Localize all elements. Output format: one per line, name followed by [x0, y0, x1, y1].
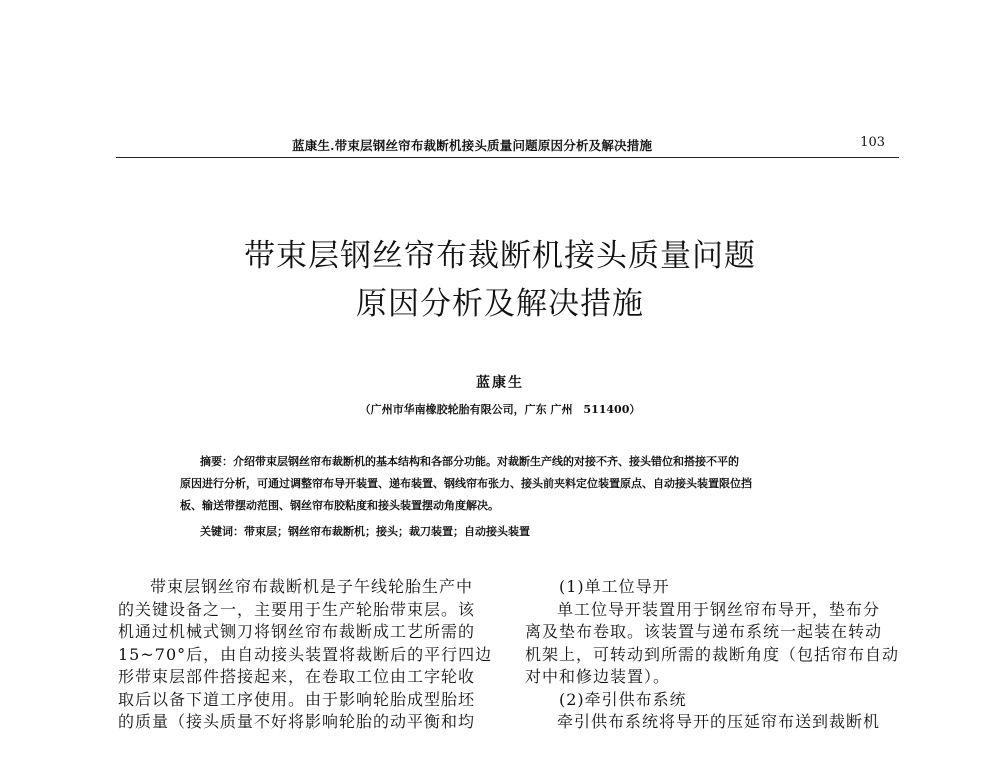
abstract-line-1: 摘要：介绍带束层钢丝帘布裁断机的基本结构和各部分功能。对裁断生产线的对接不齐、接头错位和搭接不平的 — [200, 455, 739, 468]
running-header — [116, 133, 899, 158]
section-heading: (2)牵引供布系统 — [559, 689, 687, 709]
keywords: 关键词：带束层；钢丝帘布裁断机；接头；裁刀装置；自动接头装置 — [200, 525, 530, 538]
author-name: 蓝康生 — [476, 375, 524, 391]
body-right-column — [525, 576, 905, 734]
abstract-line-2: 原因进行分析，可通过调整帘布导开装置、递布装置、钢线帘布张力、接头前夹料定位装置原点、自动接头装置限位挡 — [180, 477, 752, 490]
page-number: 103 — [860, 135, 885, 150]
section-heading: (1)单工位导开 — [559, 577, 670, 596]
abstract-line-3: 板、输送带摆动范围、钢丝帘布胶粘度和接头装置摆动角度解决。 — [180, 499, 499, 512]
body-line: 的质量（接头质量不好将影响轮胎的动平衡和均 — [118, 712, 476, 731]
body-line: 离及垫布卷取。该装置与递布系统一起装在转动 — [525, 622, 883, 641]
body-line: 机通过机械式铡刀将钢丝帘布裁断成工艺所需的 — [118, 622, 476, 641]
article-title-line1: 带束层钢丝帘布裁断机接头质量问题 — [244, 238, 756, 274]
body-line: 牵引供布系统将导开的压延帘布送到裁断机 — [557, 712, 881, 731]
body-line: 形带束层部件搭接起来，在卷取工位由工字轮收 — [118, 667, 476, 686]
body-left-column — [118, 576, 503, 734]
body-line: 对中和修边装置）。 — [525, 667, 671, 686]
body-line: 单工位导开装置用于钢丝帘布导开，垫布分 — [557, 599, 881, 619]
body-line: 取后以备下道工序使用。由于影响轮胎成型胎坯 — [118, 689, 476, 709]
body-line: 带束层钢丝帘布裁断机是子午线轮胎生产中 — [150, 577, 474, 596]
body-line: 15~70°后，由自动接头装置将裁断后的平行四边 — [118, 644, 493, 664]
article-title-line2: 原因分析及解决措施 — [356, 286, 644, 322]
author-affiliation: （广州市华南橡胶轮胎有限公司，广东 广州 511400） — [359, 403, 641, 416]
body-line: 的关键设备之一，主要用于生产轮胎带束层。该 — [118, 599, 476, 619]
running-header-title: 蓝康生.带束层钢丝帘布裁断机接头质量问题原因分析及解决措施 — [292, 138, 653, 153]
body-line: 机架上，可转动到所需的裁断角度（包括帘布自动 — [525, 644, 900, 664]
